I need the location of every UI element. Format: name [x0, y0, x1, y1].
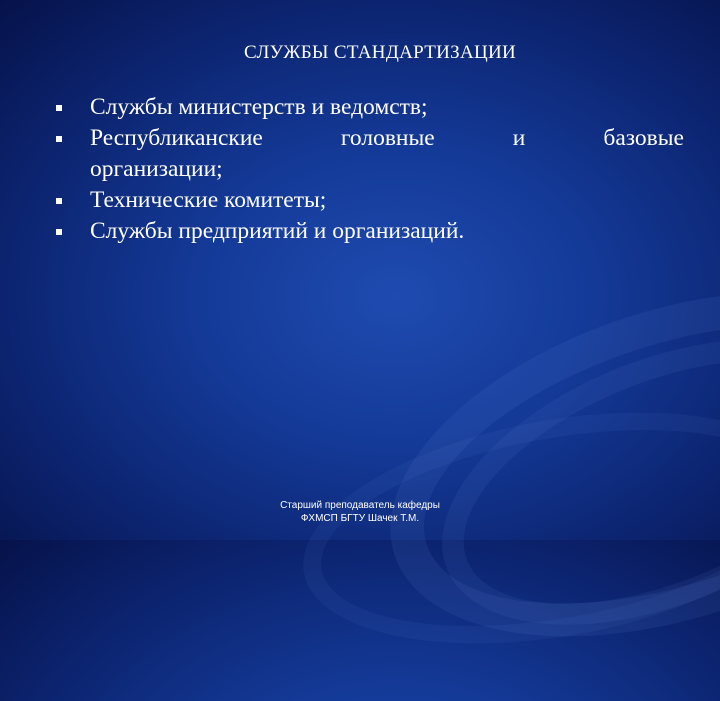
bullet-text: Службы министерств и ведомств;: [90, 94, 428, 120]
square-bullet-icon: [56, 136, 62, 142]
bullet-text: [90, 123, 688, 185]
bullet-text: Технические комитеты;: [90, 187, 327, 213]
bullet-item: [56, 185, 688, 216]
square-bullet-icon: [56, 198, 62, 204]
slide-title: СЛУЖБЫ СТАНДАРТИЗАЦИИ: [243, 42, 517, 63]
bullet-word: головные: [340, 125, 435, 151]
bullet-item: [56, 92, 688, 123]
footer-line: Старший преподаватель кафедры: [280, 500, 440, 511]
background-swoosh: [401, 282, 720, 682]
bullet-word: и: [512, 125, 526, 151]
bullet-item: [56, 216, 688, 247]
bullet-word: Республиканские: [90, 125, 263, 151]
bullet-text: Службы предприятий и организаций.: [90, 218, 465, 244]
background-swoosh: [285, 377, 720, 679]
bullet-item: [56, 123, 688, 185]
bullet-continuation: организации;: [90, 156, 223, 182]
bullet-word: базовые: [603, 125, 684, 151]
square-bullet-icon: [56, 229, 62, 235]
background-swoosh: [347, 227, 720, 701]
footer-line: ФХМСП БГТУ Шачек Т.М.: [300, 513, 420, 524]
bullet-list: [56, 92, 688, 247]
square-bullet-icon: [56, 105, 62, 111]
slide-footer: [230, 499, 490, 525]
